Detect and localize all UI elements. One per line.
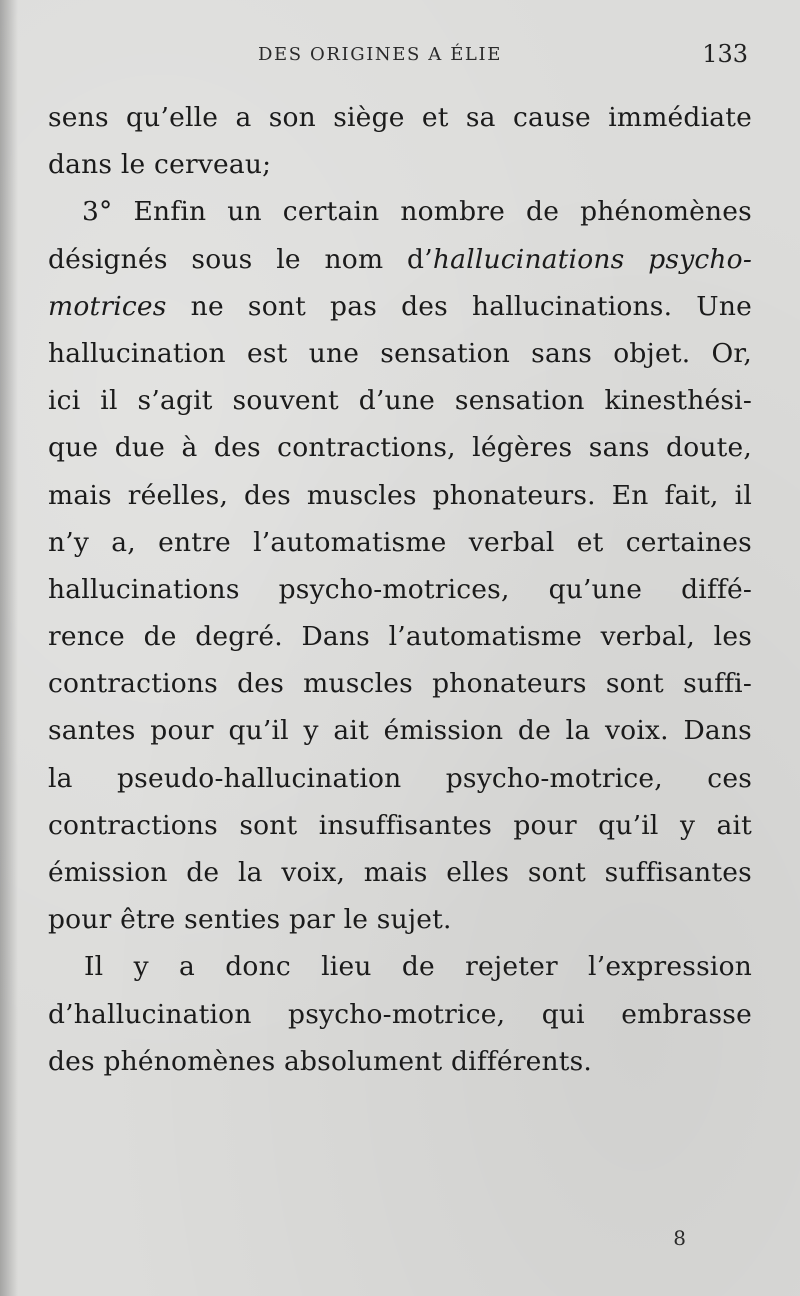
text-line [48, 283, 752, 330]
text-line [48, 424, 752, 471]
text-span: sens qu’elle a son siège et sa cause immédiate [48, 102, 752, 133]
text-line [48, 519, 752, 566]
page-number: 133 [702, 40, 748, 68]
text-span: contractions des muscles phonateurs sont suffi- [48, 668, 752, 700]
text-line [48, 849, 752, 896]
text-span: ici il s’agit souvent d’une sensation kinesthési- [48, 385, 752, 417]
running-head: DES ORIGINES A ÉLIE [258, 44, 502, 65]
text-span: n’y a, entre l’automatisme verbal et certaines [48, 526, 752, 558]
text-line [48, 755, 752, 802]
text-line [48, 236, 752, 283]
text-span: hallucinations psycho-motrices, qu’une diffé- [48, 573, 752, 605]
text-span: dans le cerveau; [48, 149, 272, 181]
text-span: émission de la voix, mais elles sont suffisantes [48, 857, 752, 888]
text-line [48, 896, 752, 943]
text-span: ne sont pas des hallucinations. Une [166, 290, 752, 322]
text-span: pour être senties par le sujet. [48, 904, 452, 936]
text-line [48, 188, 752, 235]
text-span: la pseudo-hallucination psycho-motrice, ces [48, 762, 752, 794]
italic-text: hallucinations psycho- [432, 243, 752, 275]
body-text [48, 94, 752, 1085]
binding-shadow [0, 0, 18, 1296]
text-line [48, 141, 752, 188]
text-span: 3° Enfin un certain nombre de phénomènes [82, 196, 752, 228]
text-line [48, 94, 752, 141]
text-span: mais réelles, des muscles phonateurs. En fait, il [48, 479, 752, 511]
text-line [48, 991, 752, 1038]
text-line [48, 566, 752, 613]
text-line [48, 377, 752, 424]
text-span: rence de degré. Dans l’automatisme verbal, les [48, 621, 752, 653]
italic-text: motrices [48, 290, 167, 322]
text-span: des phénomènes absolument différents. [48, 1045, 593, 1077]
text-line [48, 613, 752, 660]
text-line [48, 802, 752, 849]
text-line [48, 472, 752, 519]
text-line [48, 707, 752, 754]
text-line [48, 660, 752, 707]
text-span: contractions sont insuffisantes pour qu’il y ait [48, 809, 752, 841]
signature-mark: 8 [673, 1226, 686, 1250]
text-span: Il y a donc lieu de rejeter l’expression [84, 951, 752, 983]
text-span: que due à des contractions, légères sans doute, [48, 432, 752, 464]
text-span: d’hallucination psycho-motrice, qui embrasse [48, 998, 752, 1030]
text-line [48, 1038, 752, 1085]
text-span: santes pour qu’il y ait émission de la voix. Dans [48, 715, 752, 747]
text-span: hallucination est une sensation sans objet. Or, [48, 337, 752, 369]
text-span: désignés sous le nom d’ [48, 243, 433, 275]
text-line [48, 330, 752, 377]
text-line [48, 943, 752, 990]
